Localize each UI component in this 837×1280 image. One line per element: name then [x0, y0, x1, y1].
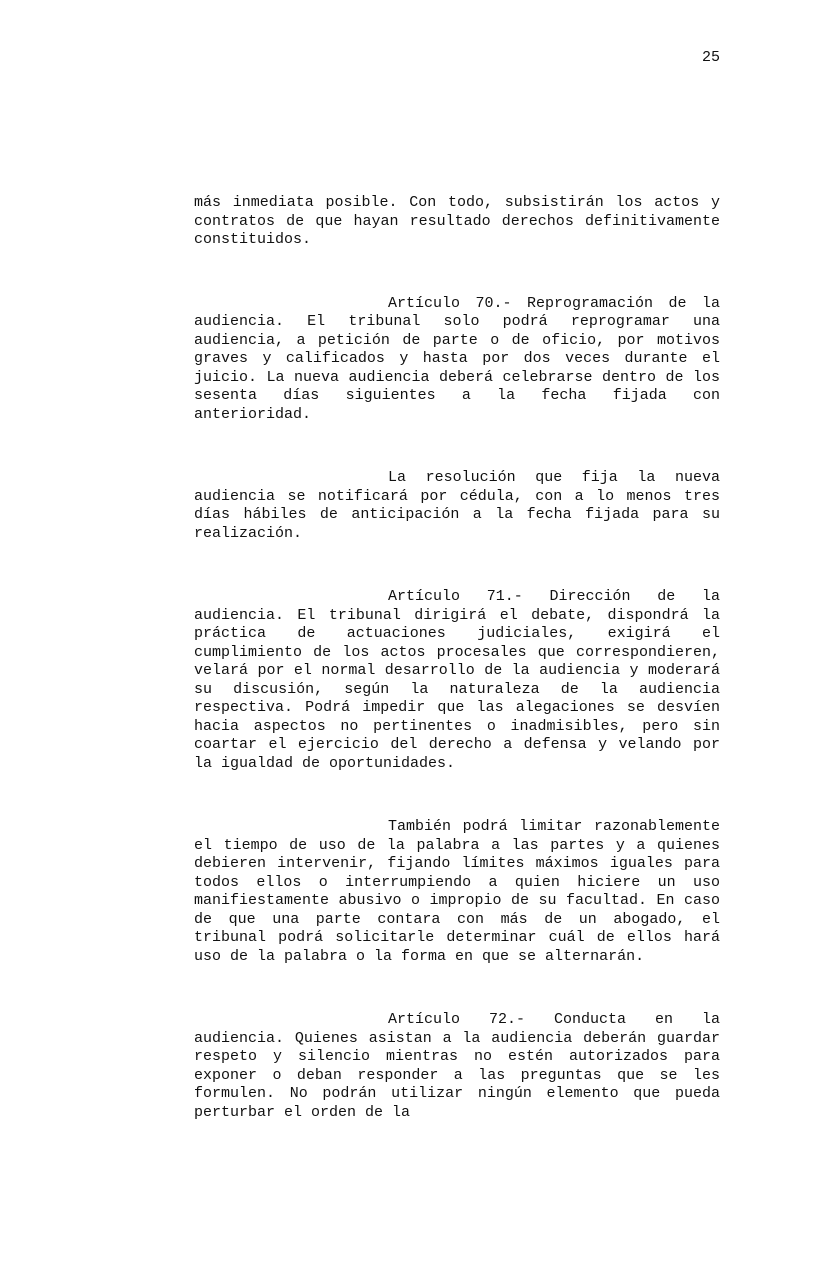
- paragraph-continuation: más inmediata posible. Con todo, subsistirán los actos y contratos de que hayan resultado derechos definitivamente constituidos.: [194, 194, 720, 248]
- page-number: 25: [701, 49, 720, 66]
- paragraph-article-72: Artículo 72.- Conducta en la audiencia. Quienes asistan a la audiencia deberán guardar respeto y silencio mientras no estén autorizados para exponer o deban responder a las preguntas que se les formulen. No podrán utilizar ningún elemento que pueda perturbar el orden de la: [194, 1011, 720, 1121]
- document-body: [194, 194, 720, 1122]
- paragraph-article-71: Artículo 71.- Dirección de la audiencia. El tribunal dirigirá el debate, dispondrá la práctica de actuaciones judiciales, exigirá el cumplimiento de los actos procesales que correspondieren, velará por el normal desarrollo de la audiencia y moderará su discusión, según la naturaleza de la audiencia respectiva. Podrá impedir que las alegaciones se desvíen hacia aspectos no pertinentes o inadmisibles, pero sin coartar el ejercicio del derecho a defensa y velando por la igualdad de oportunidades.: [194, 588, 720, 772]
- paragraph-article-70: Artículo 70.- Reprogramación de la audiencia. El tribunal solo podrá reprogramar una audiencia, a petición de parte o de oficio, por motivos graves y calificados y hasta por dos veces durante el juicio. La nueva audiencia deberá celebrarse dentro de los sesenta días siguientes a la fecha fijada con anterioridad.: [194, 294, 720, 423]
- paragraph-article-71-time-limits: También podrá limitar razonablemente el tiempo de uso de la palabra a las partes y a quienes debieren intervenir, fijando límites máximos iguales para todos ellos o interrumpiendo a quien hiciere un uso manifiestamente abusivo o impropio de su facultad. En caso de que una parte contara con más de un abogado, el tribunal podrá solicitarle determinar cuál de ellos hará uso de la palabra o la forma en que se alternarán.: [194, 818, 720, 965]
- paragraph-article-70-notification: La resolución que fija la nueva audiencia se notificará por cédula, con a lo menos tres días hábiles de anticipación a la fecha fijada para su realización.: [194, 469, 720, 542]
